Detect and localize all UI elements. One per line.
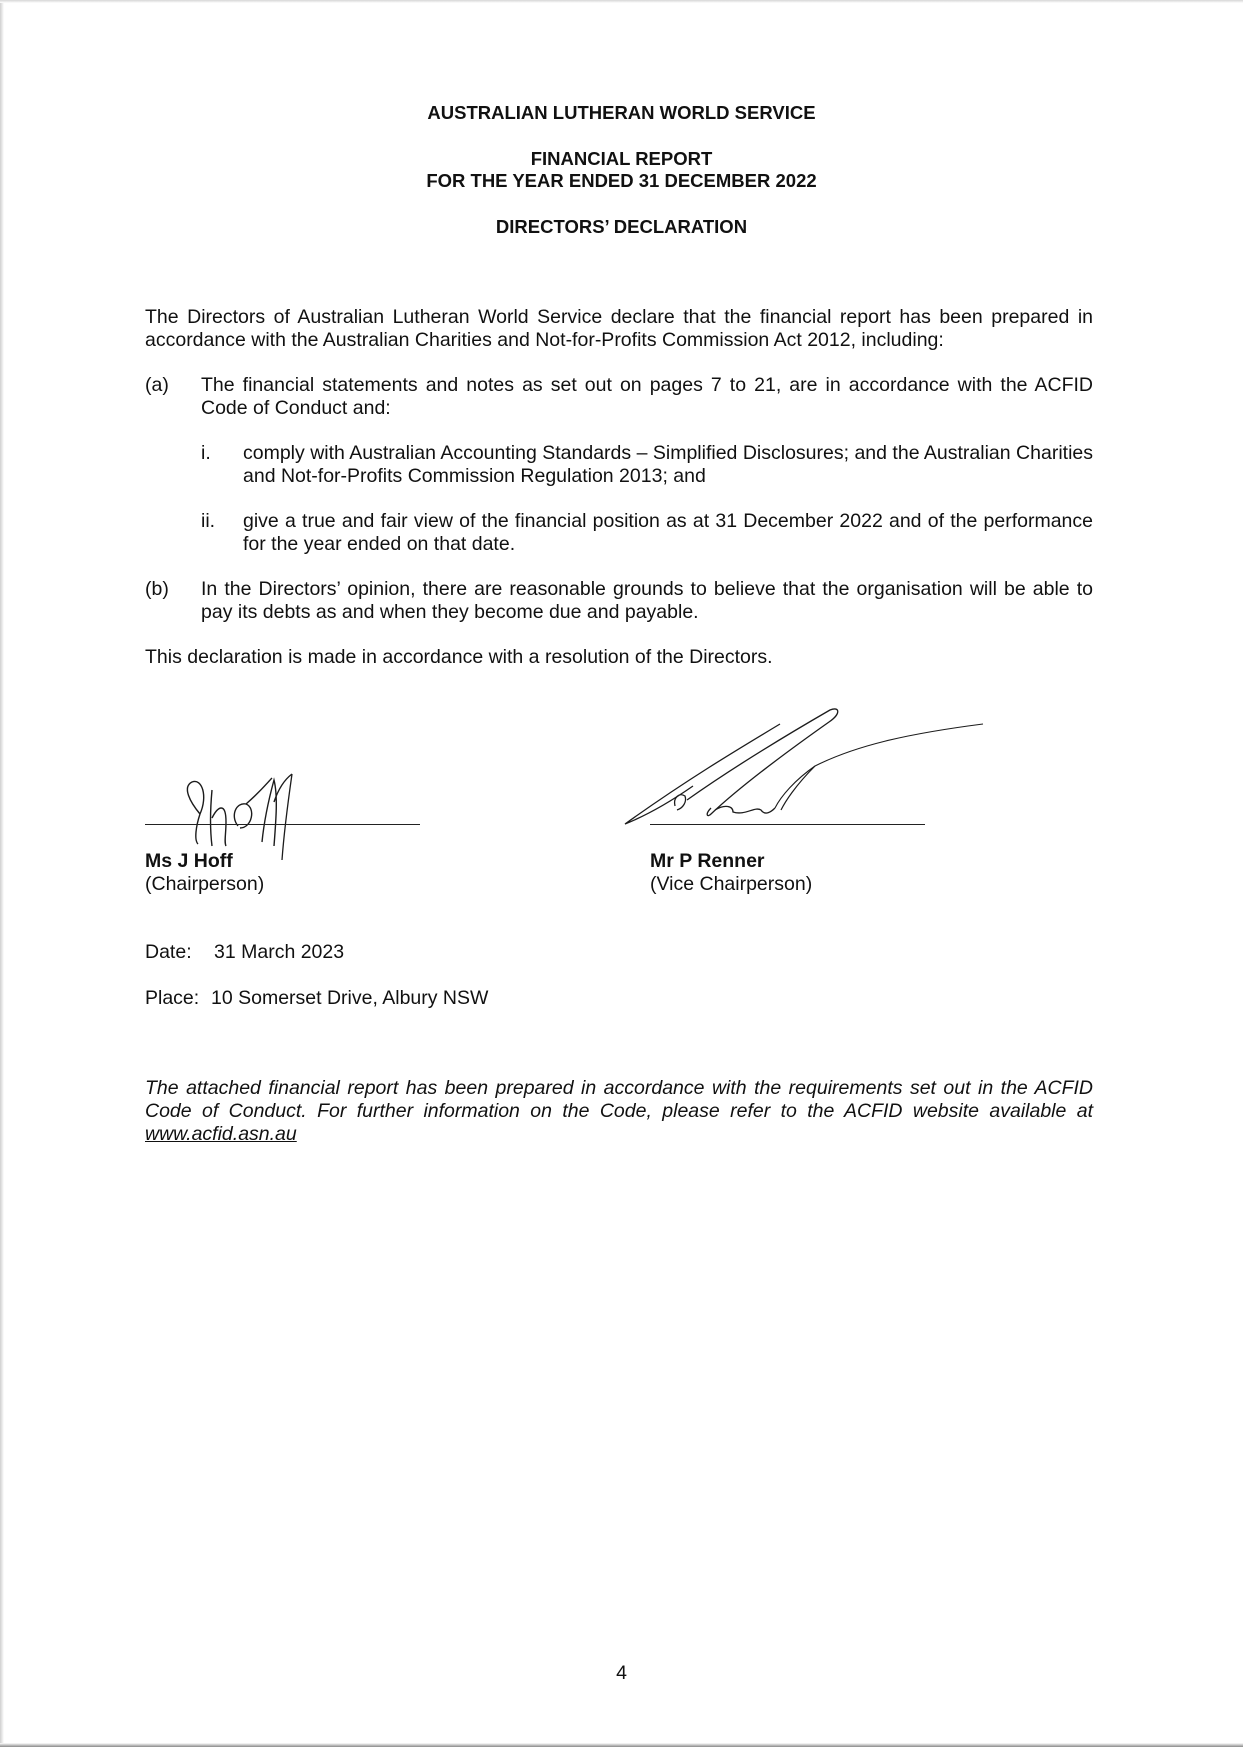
place-label: Place: — [145, 987, 200, 1009]
page-number: 4 — [616, 1661, 627, 1684]
item-a-text: The financial statements and notes as set out on pages 7 to 21, are in accordance with the ACFID Code of Conduct and: — [201, 374, 1093, 419]
report-period-heading: FOR THE YEAR ENDED 31 DECEMBER 2022 — [426, 170, 817, 191]
signature-line-renner — [650, 824, 925, 825]
date-value: 31 March 2023 — [214, 941, 345, 963]
signatory-name-renner: Mr P Renner — [650, 850, 765, 872]
acfid-website-link[interactable]: www.acfid.asn.au — [145, 1123, 297, 1145]
footnote-paragraph — [145, 1077, 1093, 1146]
item-b-text: In the Directors’ opinion, there are reasonable grounds to believe that the organisation will be able to pay its debts as and when they become due and payable. — [201, 578, 1093, 623]
signatory-role-renner: (Vice Chairperson) — [650, 873, 813, 895]
page-edge-top — [0, 0, 1243, 3]
page-edge-bottom — [0, 1743, 1243, 1747]
sub-item-i-text: comply with Australian Accounting Standards – Simplified Disclosures; and the Australian Charities and Not-for-Profits Commission Regulation 2013; and — [243, 442, 1093, 487]
footnote-text: The attached financial report has been prepared in accordance with the requirements set out in the ACFID Code of Conduct. For further information on the Code, please refer to the ACFID website available at — [145, 1077, 1093, 1122]
signature-renner — [615, 706, 985, 831]
sub-item-i-marker: i. — [201, 442, 211, 464]
place-value: 10 Somerset Drive, Albury NSW — [211, 987, 489, 1009]
resolution-paragraph: This declaration is made in accordance with a resolution of the Directors. — [145, 646, 773, 668]
intro-paragraph: The Directors of Australian Lutheran World Service declare that the financial report has been prepared in accordance with the Australian Charities and Not-for-Profits Commission Act 2012, including: — [145, 306, 1093, 351]
report-title-heading: FINANCIAL REPORT — [530, 148, 713, 169]
page-edge-left — [0, 0, 4, 1747]
sub-item-ii-marker: ii. — [201, 510, 216, 532]
item-b-marker: (b) — [145, 578, 169, 600]
item-a-marker: (a) — [145, 374, 169, 396]
date-label: Date: — [145, 941, 192, 963]
section-title-heading: DIRECTORS’ DECLARATION — [495, 216, 748, 237]
signatory-role-hoff: (Chairperson) — [145, 873, 265, 895]
signatory-name-hoff: Ms J Hoff — [145, 850, 233, 872]
org-name-heading: AUSTRALIAN LUTHERAN WORLD SERVICE — [427, 102, 816, 123]
sub-item-ii-text: give a true and fair view of the financial position as at 31 December 2022 and of the performance for the year ended on that date. — [243, 510, 1093, 555]
signature-hoff — [160, 762, 340, 862]
signature-line-hoff — [145, 824, 420, 825]
